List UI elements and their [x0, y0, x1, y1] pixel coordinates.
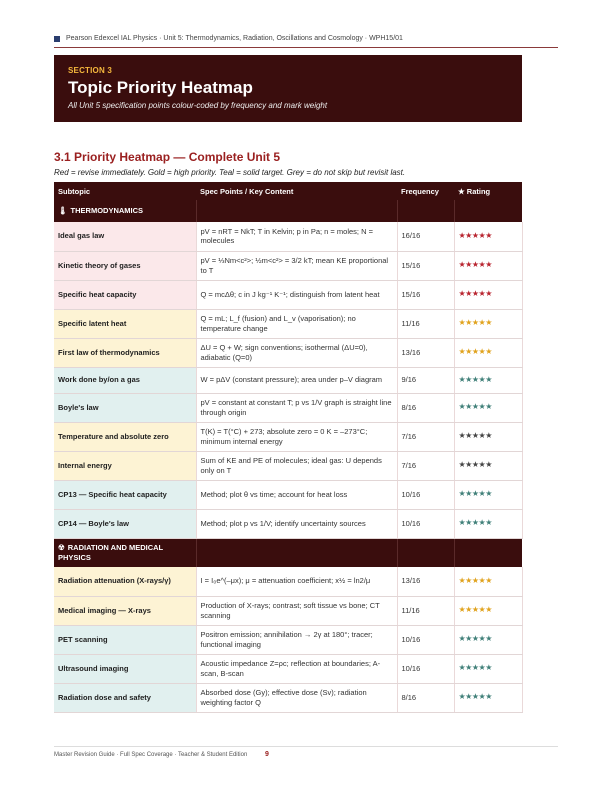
rating-cell	[454, 251, 522, 280]
star-icon: ★	[478, 460, 486, 470]
thermometer-icon: 🌡	[58, 206, 68, 216]
group-blank-cell	[454, 200, 522, 222]
rating-cell	[454, 338, 522, 367]
star-icon: ★	[478, 576, 486, 586]
star-icon: ★	[465, 347, 472, 357]
subtopic-cell: Radiation attenuation (X-rays/γ)	[54, 567, 196, 596]
table-row	[54, 338, 522, 367]
subtopic-cell: First law of thermodynamics	[54, 338, 196, 367]
star-icon: ★	[478, 518, 486, 528]
star-rating	[459, 431, 492, 440]
star-icon: ★	[458, 576, 466, 586]
star-rating	[459, 318, 492, 327]
star-rating	[459, 576, 492, 585]
star-rating	[459, 231, 492, 240]
star-icon: ★	[465, 663, 472, 673]
group-blank-cell	[397, 538, 454, 567]
table-row	[54, 480, 522, 509]
subtopic-cell: Ultrasound imaging	[54, 654, 196, 683]
star-icon: ★	[478, 634, 486, 644]
table-row	[54, 683, 522, 712]
star-icon: ★	[471, 663, 479, 673]
rating-cell	[454, 222, 522, 251]
star-icon: ★	[465, 431, 472, 441]
priority-heatmap-table	[54, 182, 523, 713]
frequency-cell: 13/16	[397, 338, 454, 367]
group-header-row	[54, 538, 522, 567]
frequency-cell: 16/16	[397, 222, 454, 251]
star-rating	[459, 375, 492, 384]
subtopic-cell: Work done by/on a gas	[54, 367, 196, 393]
header-subtopic: Subtopic	[54, 182, 196, 200]
rating-cell	[454, 451, 522, 480]
star-rating	[459, 634, 492, 643]
star-icon: ★	[458, 460, 466, 470]
group-blank-cell	[196, 538, 397, 567]
star-icon: ★	[485, 518, 492, 528]
star-icon: ★	[471, 402, 479, 412]
star-icon: ★	[458, 289, 466, 299]
star-icon: ★	[485, 289, 492, 299]
subtopic-cell: Boyle's law	[54, 393, 196, 422]
group-label-cell	[54, 538, 196, 567]
star-icon: ★	[465, 518, 472, 528]
frequency-cell: 11/16	[397, 309, 454, 338]
spec-cell: T(K) = T(°C) + 273; absolute zero = 0 K = –273°C; minimum internal energy	[196, 422, 397, 451]
spec-cell: Q = mL; L_f (fusion) and L_v (vaporisation); no temperature change	[196, 309, 397, 338]
spec-cell: ΔU = Q + W; sign conventions; isothermal (ΔU=0), adiabatic (Q=0)	[196, 338, 397, 367]
subtopic-cell: Ideal gas law	[54, 222, 196, 251]
star-icon: ★	[471, 318, 479, 328]
star-icon: ★	[471, 518, 479, 528]
star-icon: ★	[465, 374, 472, 384]
star-rating	[459, 489, 492, 498]
rating-cell	[454, 625, 522, 654]
rating-cell	[454, 683, 522, 712]
star-icon: ★	[485, 374, 492, 384]
star-icon: ★	[458, 402, 466, 412]
spec-cell: Sum of KE and PE of molecules; ideal gas: U depends only on T	[196, 451, 397, 480]
star-icon: ★	[458, 431, 466, 441]
table-row	[54, 280, 522, 309]
subtopic-cell: Internal energy	[54, 451, 196, 480]
star-icon: ★	[485, 663, 492, 673]
table-row	[54, 654, 522, 683]
frequency-cell: 7/16	[397, 451, 454, 480]
star-icon: ★	[485, 318, 492, 328]
group-label: RADIATION AND MEDICAL PHYSICS	[58, 543, 164, 562]
footer-text: Master Revision Guide · Full Spec Coverage · Teacher & Student Edition	[54, 752, 248, 758]
spec-cell: W = pΔV (constant pressure); area under p–V diagram	[196, 367, 397, 393]
star-icon: ★	[471, 431, 479, 441]
star-rating	[459, 605, 492, 614]
frequency-cell: 7/16	[397, 422, 454, 451]
frequency-cell: 10/16	[397, 480, 454, 509]
star-icon: ★	[471, 347, 479, 357]
star-icon: ★	[485, 231, 492, 241]
running-header-text: Pearson Edexcel IAL Physics · Unit 5: Thermodynamics, Radiation, Oscillations and Cosmology · WPH15/01	[66, 35, 403, 42]
star-icon: ★	[458, 489, 466, 499]
spec-cell: pV = nRT = NkT; T in Kelvin; p in Pa; n = moles; N = molecules	[196, 222, 397, 251]
section-title: Topic Priority Heatmap	[68, 78, 253, 97]
star-icon: ★	[485, 347, 492, 357]
star-icon: ★	[471, 260, 479, 270]
star-icon: ★	[471, 231, 479, 241]
spec-cell: Method; plot p vs 1/V; identify uncertainty sources	[196, 509, 397, 538]
frequency-cell: 10/16	[397, 654, 454, 683]
star-icon: ★	[465, 260, 472, 270]
page-number: 9	[265, 751, 269, 758]
star-icon: ★	[458, 374, 466, 384]
colour-key-note: Red = revise immediately. Gold = high priority. Teal = solid target. Grey = do not skip but revisit last.	[54, 168, 406, 177]
running-header	[54, 35, 558, 48]
spec-cell: Method; plot θ vs time; account for heat loss	[196, 480, 397, 509]
star-icon: ★	[465, 231, 472, 241]
frequency-cell: 15/16	[397, 280, 454, 309]
table-row	[54, 367, 522, 393]
star-rating	[459, 260, 492, 269]
rating-cell	[454, 567, 522, 596]
group-label: THERMODYNAMICS	[70, 206, 144, 216]
star-icon: ★	[485, 605, 492, 615]
star-icon: ★	[458, 260, 466, 270]
table-row	[54, 309, 522, 338]
table-row	[54, 625, 522, 654]
rating-cell	[454, 367, 522, 393]
subtopic-cell: Specific latent heat	[54, 309, 196, 338]
star-icon: ★	[465, 692, 472, 702]
star-icon: ★	[465, 318, 472, 328]
subtopic-cell: Specific heat capacity	[54, 280, 196, 309]
star-rating	[459, 692, 492, 701]
frequency-cell: 10/16	[397, 625, 454, 654]
frequency-cell: 10/16	[397, 509, 454, 538]
star-icon: ★	[485, 460, 492, 470]
star-icon: ★	[458, 692, 466, 702]
star-icon: ★	[458, 663, 466, 673]
table-row	[54, 251, 522, 280]
frequency-cell: 13/16	[397, 567, 454, 596]
star-icon: ★	[458, 231, 466, 241]
star-icon: ★	[478, 431, 486, 441]
star-icon: ★	[465, 634, 472, 644]
star-icon: ★	[478, 374, 486, 384]
subtopic-cell: Kinetic theory of gases	[54, 251, 196, 280]
star-icon: ★	[458, 318, 466, 328]
star-icon: ★	[458, 634, 466, 644]
star-icon: ★	[458, 605, 466, 615]
rating-cell	[454, 654, 522, 683]
subtopic-cell: Temperature and absolute zero	[54, 422, 196, 451]
frequency-cell: 8/16	[397, 683, 454, 712]
table-row	[54, 393, 522, 422]
header-spec: Spec Points / Key Content	[196, 182, 397, 200]
star-icon: ★	[485, 260, 492, 270]
star-icon: ★	[478, 402, 486, 412]
frequency-cell: 15/16	[397, 251, 454, 280]
star-icon: ★	[458, 518, 466, 528]
rating-cell	[454, 280, 522, 309]
section-label: SECTION 3	[68, 66, 113, 75]
star-icon: ★	[485, 489, 492, 499]
frequency-cell: 9/16	[397, 367, 454, 393]
star-icon: ★	[485, 431, 492, 441]
subtopic-cell: Medical imaging — X-rays	[54, 596, 196, 625]
section-subtitle: All Unit 5 specification points colour-coded by frequency and mark weight	[68, 101, 328, 110]
rating-cell	[454, 480, 522, 509]
star-icon: ★	[471, 605, 479, 615]
group-label-cell	[54, 200, 196, 222]
rating-cell	[454, 393, 522, 422]
star-icon: ★	[465, 402, 472, 412]
star-icon: ★	[465, 576, 472, 586]
radiation-icon: ☢	[58, 543, 65, 552]
rating-cell	[454, 309, 522, 338]
table-body	[54, 200, 522, 712]
spec-cell: Positron emission; annihilation → 2γ at 180°; tracer; functional imaging	[196, 625, 397, 654]
subtopic-cell: PET scanning	[54, 625, 196, 654]
spec-cell: pV = constant at constant T; p vs 1/V graph is straight line through origin	[196, 393, 397, 422]
subsection-heading: 3.1 Priority Heatmap — Complete Unit 5	[54, 150, 281, 164]
star-icon: ★	[478, 318, 486, 328]
table-row	[54, 567, 522, 596]
star-icon: ★	[485, 402, 492, 412]
group-header-row	[54, 200, 522, 222]
spec-cell: pV = ⅓Nm<c²>; ½m<c²> = 3/2 kT; mean KE proportional to T	[196, 251, 397, 280]
star-icon: ★	[478, 663, 486, 673]
frequency-cell: 11/16	[397, 596, 454, 625]
star-icon: ★	[471, 460, 479, 470]
star-icon: ★	[478, 347, 486, 357]
star-icon: ★	[478, 605, 486, 615]
page-footer	[54, 746, 558, 758]
star-icon: ★	[478, 289, 486, 299]
subtopic-cell: Radiation dose and safety	[54, 683, 196, 712]
star-rating	[459, 347, 492, 356]
section-banner	[54, 55, 522, 122]
spec-cell: I = I₀e^(–μx); μ = attenuation coefficient; x½ = ln2/μ	[196, 567, 397, 596]
frequency-cell: 8/16	[397, 393, 454, 422]
spec-cell: Production of X-rays; contrast; soft tissue vs bone; CT scanning	[196, 596, 397, 625]
star-icon: ★	[465, 489, 472, 499]
star-icon: ★	[471, 634, 479, 644]
table-row	[54, 596, 522, 625]
group-blank-cell	[397, 200, 454, 222]
table-row	[54, 451, 522, 480]
star-rating	[459, 460, 492, 469]
spec-cell: Acoustic impedance Z=ρc; reflection at boundaries; A-scan, B-scan	[196, 654, 397, 683]
star-icon: ★	[478, 260, 486, 270]
star-icon: ★	[485, 634, 492, 644]
star-icon: ★	[471, 489, 479, 499]
star-icon: ★	[458, 347, 466, 357]
star-icon: ★	[478, 489, 486, 499]
star-icon: ★	[471, 576, 479, 586]
star-icon: ★	[471, 374, 479, 384]
table-row	[54, 509, 522, 538]
star-icon: ★	[478, 692, 486, 702]
group-blank-cell	[196, 200, 397, 222]
star-icon: ★	[465, 460, 472, 470]
table-header-row	[54, 182, 522, 200]
spec-cell: Absorbed dose (Gy); effective dose (Sv); radiation weighting factor Q	[196, 683, 397, 712]
star-icon: ★	[485, 692, 492, 702]
star-rating	[459, 663, 492, 672]
star-icon: ★	[465, 289, 472, 299]
rating-cell	[454, 596, 522, 625]
star-icon: ★	[471, 289, 479, 299]
star-icon: ★	[465, 605, 472, 615]
rating-cell	[454, 509, 522, 538]
star-rating	[459, 402, 492, 411]
table-row	[54, 422, 522, 451]
star-icon: ★	[471, 692, 479, 702]
header-rating: ★ Rating	[454, 182, 522, 200]
star-rating	[459, 518, 492, 527]
rating-cell	[454, 422, 522, 451]
subtopic-cell: CP14 — Boyle's law	[54, 509, 196, 538]
spec-cell: Q = mcΔθ; c in J kg⁻¹ K⁻¹; distinguish from latent heat	[196, 280, 397, 309]
star-icon: ★	[478, 231, 486, 241]
group-blank-cell	[454, 538, 522, 567]
star-rating	[459, 289, 492, 298]
star-icon: ★	[485, 576, 492, 586]
header-frequency: Frequency	[397, 182, 454, 200]
table-row	[54, 222, 522, 251]
header-square-icon	[54, 36, 60, 42]
subtopic-cell: CP13 — Specific heat capacity	[54, 480, 196, 509]
